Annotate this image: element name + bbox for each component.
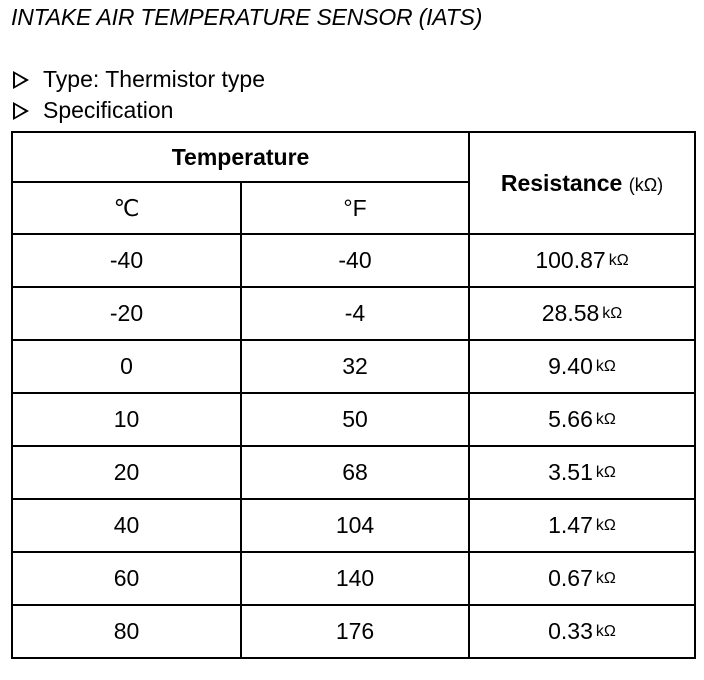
resistance-value: 100.87 (535, 247, 606, 273)
triangle-bullet-icon (13, 102, 29, 120)
resistance-cell (469, 499, 695, 552)
resistance-cell (469, 234, 695, 287)
table-row (12, 605, 695, 658)
fahrenheit-cell: -4 (241, 287, 469, 340)
table-row (12, 393, 695, 446)
celsius-cell: -40 (12, 234, 241, 287)
table-row (12, 234, 695, 287)
resistance-cell (469, 393, 695, 446)
resistance-cell (469, 446, 695, 499)
table-row (12, 499, 695, 552)
triangle-bullet-icon (13, 71, 29, 89)
table-row (12, 340, 695, 393)
fahrenheit-cell: 68 (241, 446, 469, 499)
resistance-unit: kΩ (602, 305, 623, 322)
resistance-unit: kΩ (595, 570, 616, 587)
celsius-cell: 80 (12, 605, 241, 658)
table-row (12, 446, 695, 499)
resistance-cell (469, 552, 695, 605)
resistance-header (469, 132, 695, 234)
fahrenheit-cell: 50 (241, 393, 469, 446)
celsius-cell: 20 (12, 446, 241, 499)
fahrenheit-cell: 104 (241, 499, 469, 552)
type-text: Type: Thermistor type (43, 66, 265, 92)
resistance-unit: kΩ (595, 623, 616, 640)
resistance-value: 5.66 (548, 406, 593, 432)
fahrenheit-header: °F (241, 182, 469, 234)
resistance-header-label: Resistance (500, 169, 623, 196)
specification-text: Specification (43, 97, 174, 123)
document-title: INTAKE AIR TEMPERATURE SENSOR (IATS) (11, 4, 483, 30)
resistance-header-unit: (kΩ) (628, 174, 664, 195)
temperature-header: Temperature (12, 132, 469, 182)
resistance-cell (469, 287, 695, 340)
table-row (12, 287, 695, 340)
type-line (13, 66, 265, 93)
celsius-cell: -20 (12, 287, 241, 340)
celsius-cell: 10 (12, 393, 241, 446)
table-row (12, 552, 695, 605)
resistance-value: 28.58 (541, 300, 600, 326)
resistance-value: 0.33 (548, 618, 593, 644)
resistance-value: 0.67 (548, 565, 593, 591)
celsius-cell: 0 (12, 340, 241, 393)
resistance-table (11, 131, 696, 659)
resistance-value: 1.47 (548, 512, 593, 538)
resistance-unit: kΩ (608, 252, 629, 269)
resistance-unit: kΩ (595, 517, 616, 534)
specification-line (13, 97, 173, 124)
resistance-unit: kΩ (595, 464, 616, 481)
resistance-value: 9.40 (548, 353, 593, 379)
resistance-value: 3.51 (548, 459, 593, 485)
resistance-unit: kΩ (595, 358, 616, 375)
celsius-cell: 60 (12, 552, 241, 605)
resistance-cell (469, 340, 695, 393)
resistance-cell (469, 605, 695, 658)
celsius-header: ℃ (12, 182, 241, 234)
celsius-cell: 40 (12, 499, 241, 552)
fahrenheit-cell: 32 (241, 340, 469, 393)
resistance-unit: kΩ (595, 411, 616, 428)
fahrenheit-cell: 176 (241, 605, 469, 658)
fahrenheit-cell: 140 (241, 552, 469, 605)
fahrenheit-cell: -40 (241, 234, 469, 287)
